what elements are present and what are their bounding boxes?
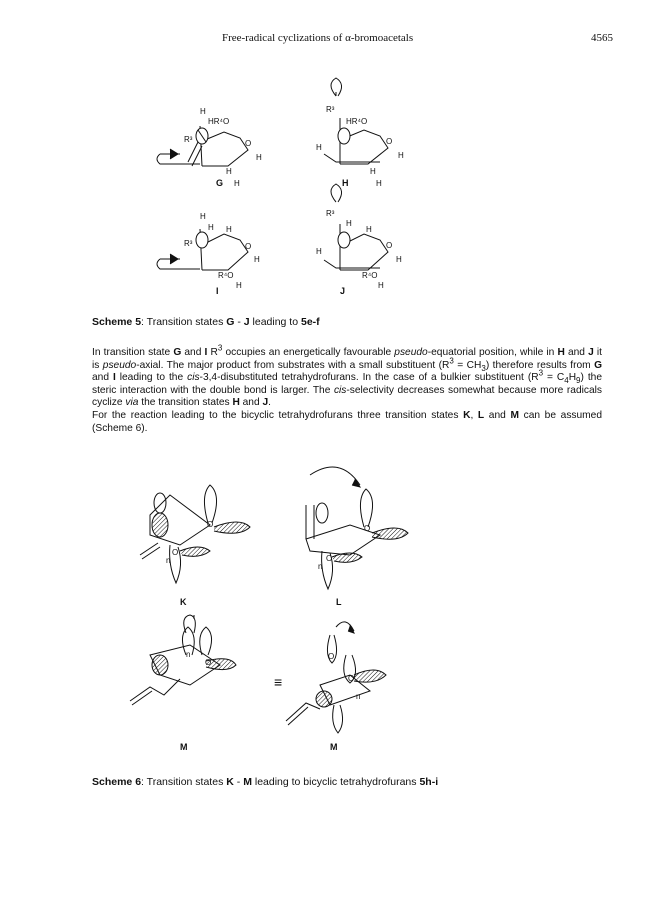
text-span: can be assumed (Scheme 6). (92, 409, 602, 434)
atom-label: H (226, 167, 232, 176)
page-number: 4565 (591, 32, 613, 44)
text-span: -3,4-disubstituted tetrahydrofurans. In the case of a bulkier substituent (R (199, 372, 539, 384)
structure-label-g: G (216, 178, 224, 188)
text-span: pseudo (102, 359, 137, 371)
text-span: H (232, 397, 240, 409)
caption-scheme-number: Scheme 5 (92, 316, 142, 328)
atom-label: O (245, 242, 252, 251)
text-span: For the reaction leading to the bicyclic tetrahydrofurans three transition states (92, 409, 464, 421)
text-span: pseudo (394, 347, 428, 358)
text-span: the transition states (138, 397, 233, 409)
structure-label-m-right: M (330, 742, 338, 752)
text-span: L (477, 409, 485, 421)
atom-label: H (208, 223, 214, 232)
scheme-5-caption (92, 316, 320, 328)
text-span: I (204, 347, 208, 358)
atom-label: O (172, 548, 179, 557)
text-span: 5e-f (300, 316, 320, 328)
scheme-6-caption (92, 776, 438, 788)
structure-label-i: I (216, 286, 219, 296)
text-span: occupies an energetically favourable (222, 347, 395, 358)
running-title: Free-radical cyclizations of α-bromoacetals (222, 32, 414, 44)
atom-label: H (370, 167, 376, 176)
structure-k (140, 485, 250, 583)
atom-label: H (346, 219, 352, 228)
structure-j (316, 184, 402, 290)
page-header (0, 32, 672, 48)
text-span: : Transition states (141, 776, 227, 788)
atom-label: n (166, 556, 171, 565)
text-span: ) therefore results from (485, 359, 595, 371)
structure-m-left (130, 615, 236, 705)
text-span: and (181, 347, 205, 358)
scheme-6-figure (110, 455, 440, 755)
text-span: M (510, 409, 519, 421)
text-span: H (568, 372, 577, 384)
atom-label: H (256, 153, 262, 162)
text-span: - (234, 316, 244, 328)
atom-label: R³ (326, 209, 335, 218)
structure-label-m-left: M (180, 742, 188, 752)
structure-label-j: J (340, 286, 346, 296)
atom-label: H (254, 255, 260, 264)
atom-label: HR⁴O (208, 117, 230, 126)
text-span: ) the steric interaction with the double bond is larger. The (92, 372, 602, 396)
text-span: -axial. The major product from substrates with a small substituent (R (136, 359, 450, 371)
paragraph-1 (92, 343, 602, 410)
text-span: I (112, 372, 116, 384)
structure-label-k: K (180, 597, 187, 607)
text-span: J (262, 397, 269, 409)
atom-label: H (234, 179, 240, 188)
atom-label: O (328, 652, 335, 661)
atom-label: R³ (184, 135, 193, 144)
text-span: 4 (564, 376, 569, 386)
text-span: -equatorial position, while in (427, 347, 558, 358)
text-span: cis (333, 384, 347, 396)
text-span: J (243, 316, 250, 328)
caption-scheme-number: Scheme 6 (92, 776, 142, 788)
paragraph-2 (92, 410, 602, 435)
structure-label-h: H (342, 178, 349, 188)
text-span: H (557, 347, 565, 358)
atom-label: H (200, 107, 206, 116)
atom-label: H (376, 179, 382, 188)
atom-label: O (348, 674, 355, 683)
atom-label: O (205, 658, 212, 667)
structure-label-l: L (336, 597, 342, 607)
structure-g (157, 107, 262, 188)
atom-label: R⁴O (218, 271, 234, 280)
structure-m-right (286, 622, 386, 733)
text-span: G (173, 347, 182, 358)
text-span: -selectivity decreases somewhat because more radicals cyclize (92, 384, 602, 409)
text-span: it is (92, 347, 602, 371)
text-span: K (463, 409, 471, 421)
text-span: = C (543, 372, 565, 384)
text-span: leading to the (115, 372, 188, 384)
text-span: 3 (449, 356, 454, 366)
atom-label: O (364, 524, 371, 533)
atom-label: H (396, 255, 402, 264)
equivalence-sign: ≡ (274, 674, 283, 690)
atom-label: H (200, 212, 206, 221)
text-span: and (239, 397, 263, 409)
atom-label: O (207, 520, 214, 529)
atom-label: H (366, 225, 372, 234)
text-span: G (226, 316, 235, 328)
text-span: 3 (538, 368, 544, 378)
text-span: K (226, 776, 234, 788)
text-span: M (243, 776, 252, 788)
atom-label: O (245, 139, 252, 148)
text-span: , (470, 409, 478, 421)
text-span: 3 (217, 343, 223, 353)
text-span: G (594, 359, 602, 371)
atom-label: R⁴O (362, 271, 378, 280)
text-span: 3 (481, 363, 486, 373)
atom-label: HR⁴O (346, 117, 368, 126)
atom-label: H (316, 143, 322, 152)
text-span: 5h-i (419, 776, 439, 788)
structure-h (316, 78, 404, 188)
atom-label: O (386, 137, 393, 146)
text-span: and (484, 409, 511, 421)
scheme-5-figure (140, 74, 430, 296)
text-span: and (92, 372, 113, 384)
text-span: leading to bicyclic tetrahydrofurans (251, 776, 420, 788)
atom-label: H (236, 281, 242, 290)
structure-l (306, 467, 408, 589)
atom-label: H (226, 225, 232, 234)
text-span: J (588, 347, 594, 358)
atom-label: n (318, 562, 323, 571)
body-paragraph (92, 343, 602, 435)
atom-label: H (378, 281, 384, 290)
text-span: cis (187, 372, 200, 384)
atom-label: n (186, 650, 191, 659)
text-span: = CH (453, 359, 482, 371)
text-span: : Transition states (141, 316, 227, 328)
text-span: R (207, 347, 218, 358)
text-span: In transition state (92, 347, 174, 358)
text-span: . (268, 397, 271, 409)
atom-label: R³ (326, 105, 335, 114)
atom-label: H (316, 247, 322, 256)
atom-label: R³ (184, 239, 193, 248)
text-span: leading to (249, 316, 301, 328)
atom-label: O (326, 554, 333, 563)
structure-i (157, 212, 260, 290)
atom-label: H (398, 151, 404, 160)
text-span: and (564, 347, 589, 358)
atom-label: n (356, 692, 361, 701)
text-span: via (125, 397, 139, 409)
text-span: - (233, 776, 244, 788)
text-span: 9 (576, 376, 581, 386)
atom-label: O (386, 241, 393, 250)
